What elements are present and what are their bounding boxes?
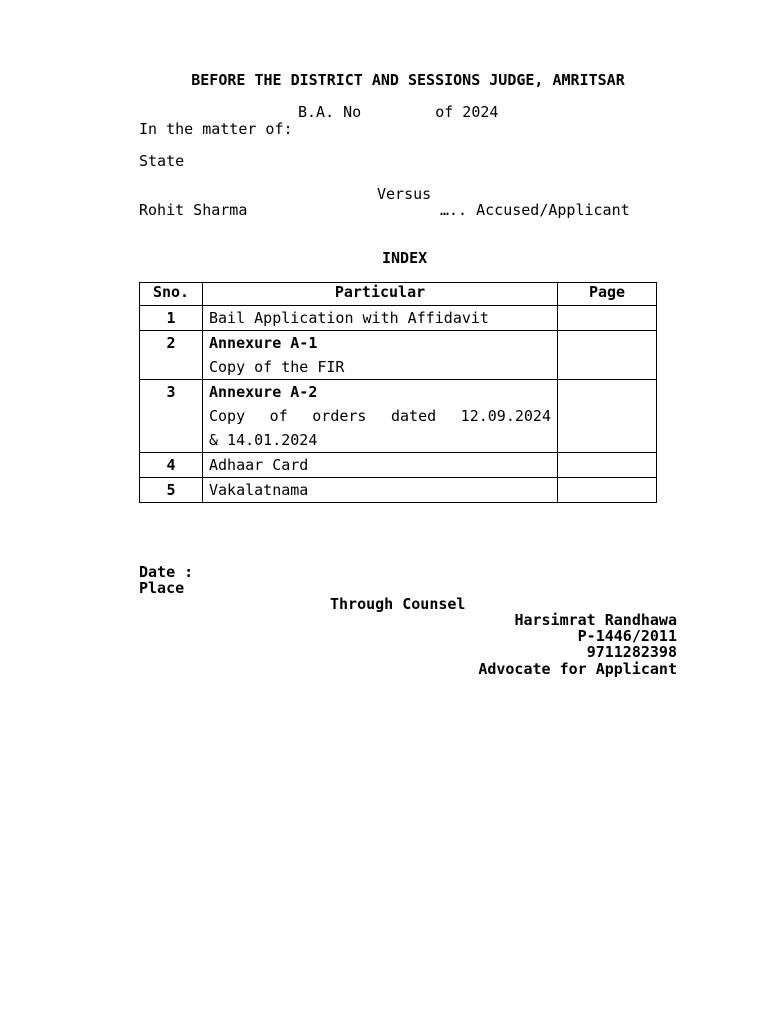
accused-name: Rohit Sharma (139, 201, 248, 219)
index-table (139, 282, 657, 503)
particular-line: Copy of the FIR (209, 358, 345, 376)
row-sno: 5 (140, 478, 203, 503)
party-state: State (139, 152, 185, 170)
counsel-phone: 9711282398 (586, 643, 677, 661)
column-header-page: Page (558, 283, 657, 306)
table-row (140, 380, 657, 453)
row-page (558, 331, 657, 380)
versus-label: Versus (377, 185, 432, 203)
row-sno: 4 (140, 453, 203, 478)
ba-no-label: B.A. No (298, 103, 362, 121)
date-label: Date : (139, 563, 194, 581)
ba-year: of 2024 (435, 103, 499, 121)
counsel-designation: Advocate for Applicant (478, 660, 677, 678)
column-header-sno: Sno. (140, 283, 203, 306)
table-row (140, 453, 657, 478)
row-sno: 3 (140, 380, 203, 453)
column-header-particular: Particular (203, 283, 558, 306)
table-row (140, 478, 657, 503)
row-page (558, 478, 657, 503)
enrolment-number: P-1446/2011 (577, 627, 677, 645)
row-particular (203, 478, 558, 503)
table-row (140, 331, 657, 380)
row-page (558, 306, 657, 331)
particular-line: & 14.01.2024 (209, 431, 318, 449)
index-title: INDEX (382, 249, 428, 267)
bail-application-number (298, 103, 498, 121)
row-particular (203, 453, 558, 478)
row-page (558, 453, 657, 478)
through-counsel-label: Through Counsel (330, 595, 466, 613)
row-particular (203, 331, 558, 380)
accused-role: ….. Accused/Applicant (440, 201, 630, 219)
particular-line: Adhaar Card (209, 456, 309, 474)
annexure-heading: Annexure A-1 (209, 334, 318, 352)
row-sno: 2 (140, 331, 203, 380)
matter-label: In the matter of: (139, 120, 293, 138)
particular-line: Bail Application with Affidavit (209, 309, 489, 327)
annexure-heading: Annexure A-2 (209, 383, 318, 401)
index-header-row (140, 283, 657, 306)
court-heading: BEFORE THE DISTRICT AND SESSIONS JUDGE, AMRITSAR (191, 71, 625, 89)
particular-line: Vakalatnama (209, 481, 309, 499)
table-row (140, 306, 657, 331)
particular-line: Copy of orders dated 12.09.2024 (209, 407, 551, 425)
counsel-name: Harsimrat Randhawa (514, 611, 677, 629)
row-sno: 1 (140, 306, 203, 331)
place-label: Place (139, 579, 185, 597)
row-page (558, 380, 657, 453)
row-particular (203, 380, 558, 453)
row-particular (203, 306, 558, 331)
